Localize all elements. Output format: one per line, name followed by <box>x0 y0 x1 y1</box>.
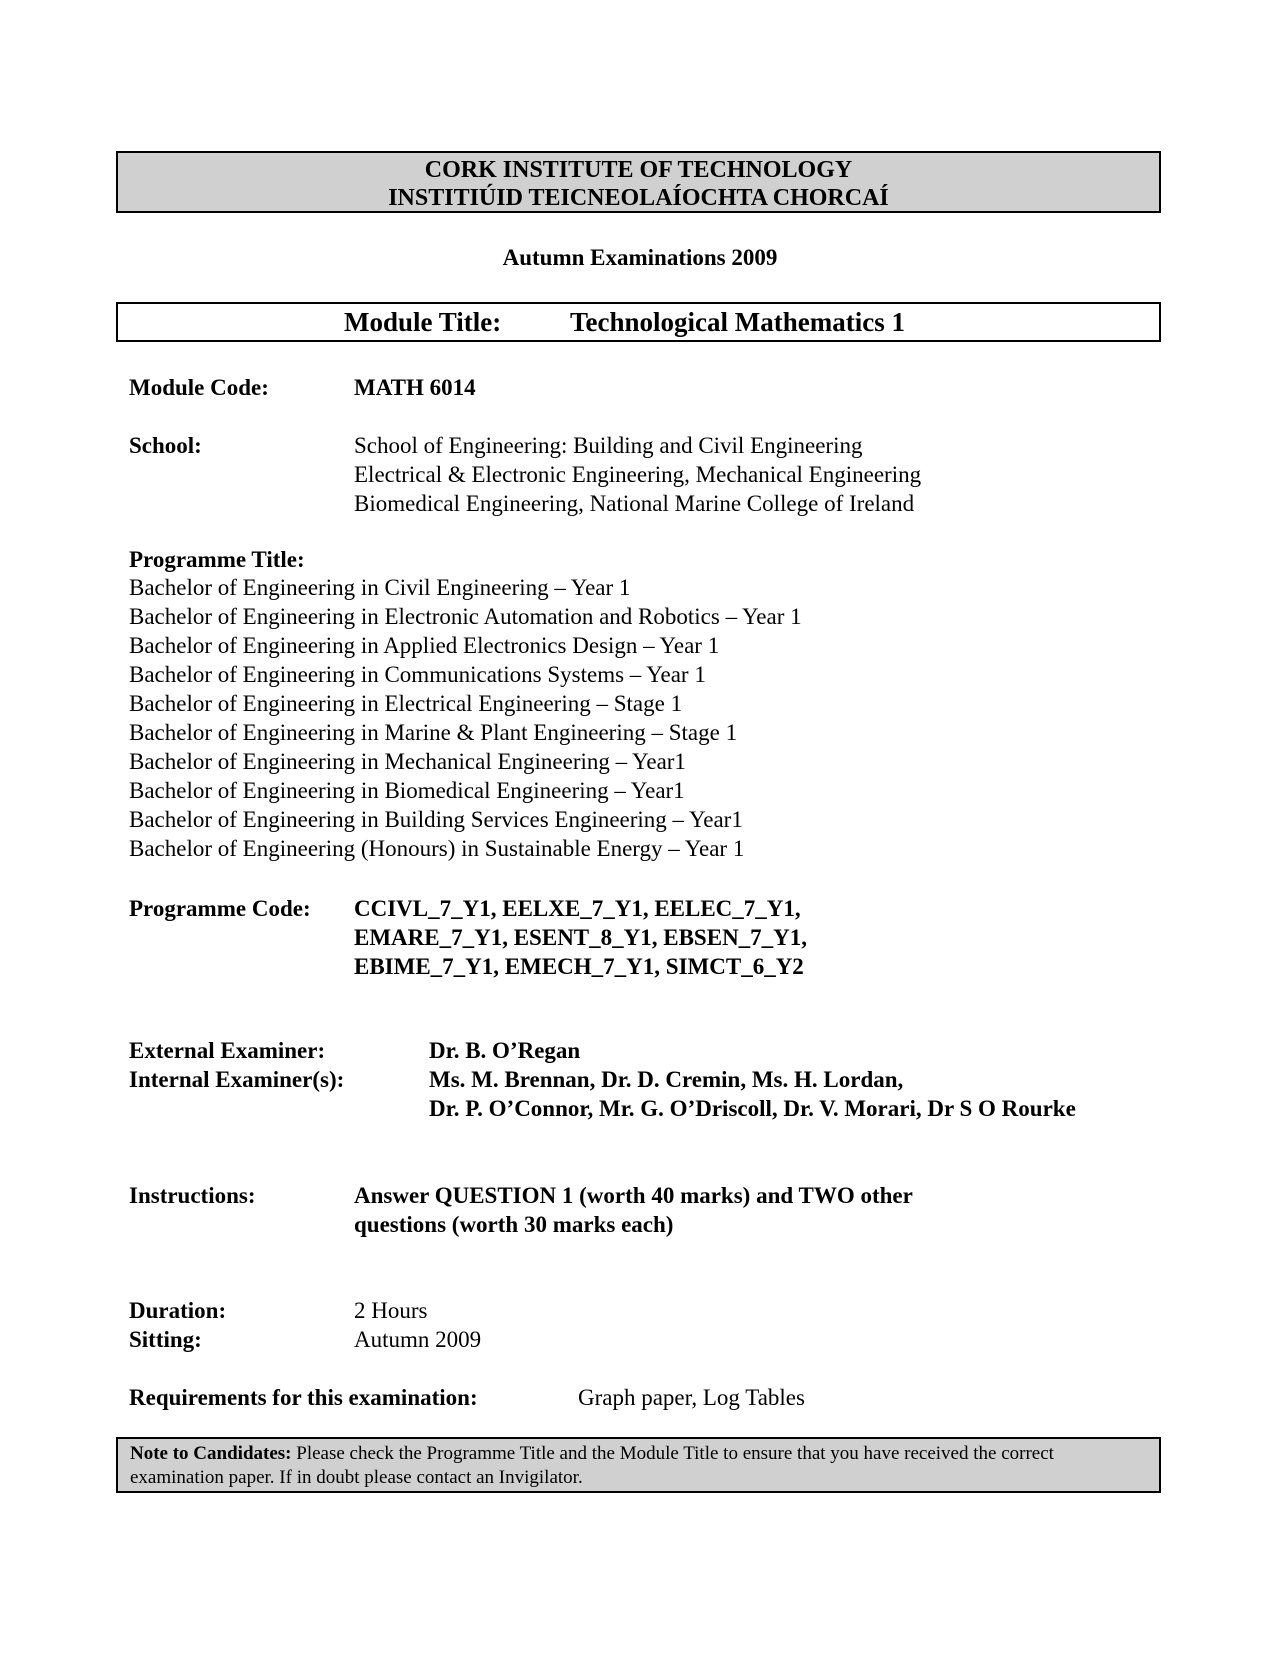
institute-name-irish: INSTITIÚID TEICNEOLAÍOCHTA CHORCAÍ <box>388 185 889 211</box>
note-to-candidates <box>116 1437 1161 1493</box>
module-code-value: MATH 6014 <box>354 375 476 400</box>
school-line: Electrical & Electronic Engineering, Mechanical Engineering <box>354 462 922 487</box>
external-examiner-value: Dr. B. O’Regan <box>429 1038 581 1063</box>
instructions-lines <box>354 1181 913 1239</box>
school-line: School of Engineering: Building and Civil Engineering <box>354 433 863 458</box>
duration-label: Duration: <box>129 1298 227 1323</box>
programme-item: Bachelor of Engineering in Building Services Engineering – Year1 <box>129 807 743 832</box>
programme-item: Bachelor of Engineering (Honours) in Sustainable Energy – Year 1 <box>129 836 745 861</box>
institute-header <box>116 151 1161 213</box>
module-code-label: Module Code: <box>129 375 269 400</box>
programme-item: Bachelor of Engineering in Mechanical Engineering – Year1 <box>129 749 686 774</box>
internal-examiners-lines <box>429 1065 1076 1123</box>
institute-name-english: CORK INSTITUTE OF TECHNOLOGY <box>424 157 853 183</box>
programme-item: Bachelor of Engineering in Marine & Plant Engineering – Stage 1 <box>129 720 738 745</box>
module-title-label: Module Title: <box>344 307 502 337</box>
instructions-line: Answer QUESTION 1 (worth 40 marks) and TWO other <box>354 1183 913 1208</box>
module-title-value: Technological Mathematics 1 <box>570 307 905 337</box>
requirements-value: Graph paper, Log Tables <box>578 1385 805 1410</box>
programme-item: Bachelor of Engineering in Civil Engineering – Year 1 <box>129 575 631 600</box>
internal-examiners-label: Internal Examiner(s): <box>129 1067 345 1092</box>
programme-title-label: Programme Title: <box>129 547 305 572</box>
exam-session: Autumn Examinations 2009 <box>502 245 778 270</box>
school-line: Biomedical Engineering, National Marine College of Ireland <box>354 491 915 516</box>
programme-code-line: EBIME_7_Y1, EMECH_7_Y1, SIMCT_6_Y2 <box>354 954 804 979</box>
programme-code-line: EMARE_7_Y1, ESENT_8_Y1, EBSEN_7_Y1, <box>354 925 808 950</box>
external-examiner-label: External Examiner: <box>129 1038 326 1063</box>
duration-value: 2 Hours <box>354 1298 428 1323</box>
sitting-label: Sitting: <box>129 1327 202 1352</box>
instructions-label: Instructions: <box>129 1183 256 1208</box>
instructions-line: questions (worth 30 marks each) <box>354 1212 674 1237</box>
programme-code-lines <box>354 894 807 981</box>
programme-item: Bachelor of Engineering in Communications Systems – Year 1 <box>129 662 706 687</box>
school-lines <box>354 431 921 518</box>
school-label: School: <box>129 433 202 458</box>
sitting-value: Autumn 2009 <box>354 1327 482 1352</box>
programme-title-list <box>129 573 802 863</box>
programme-item: Bachelor of Engineering in Electrical Engineering – Stage 1 <box>129 691 683 716</box>
programme-item: Bachelor of Engineering in Applied Electronics Design – Year 1 <box>129 633 720 658</box>
requirements-label: Requirements for this examination: <box>129 1385 478 1410</box>
programme-code-line: CCIVL_7_Y1, EELXE_7_Y1, EELEC_7_Y1, <box>354 896 801 921</box>
note-label: Note to Candidates: <box>130 1443 292 1464</box>
programme-item: Bachelor of Engineering in Biomedical Engineering – Year1 <box>129 778 685 803</box>
note-text: Please check the Programme Title and the Module Title to ensure that you have received the correct examination paper. If in doubt please contact an Invigilator. <box>130 1443 1054 1488</box>
programme-code-label: Programme Code: <box>129 896 311 921</box>
internal-examiner-line: Dr. P. O’Connor, Mr. G. O’Driscoll, Dr. V. Morari, Dr S O Rourke <box>429 1096 1076 1121</box>
internal-examiner-line: Ms. M. Brennan, Dr. D. Cremin, Ms. H. Lordan, <box>429 1067 904 1092</box>
module-title-box <box>116 302 1161 342</box>
programme-item: Bachelor of Engineering in Electronic Automation and Robotics – Year 1 <box>129 604 802 629</box>
